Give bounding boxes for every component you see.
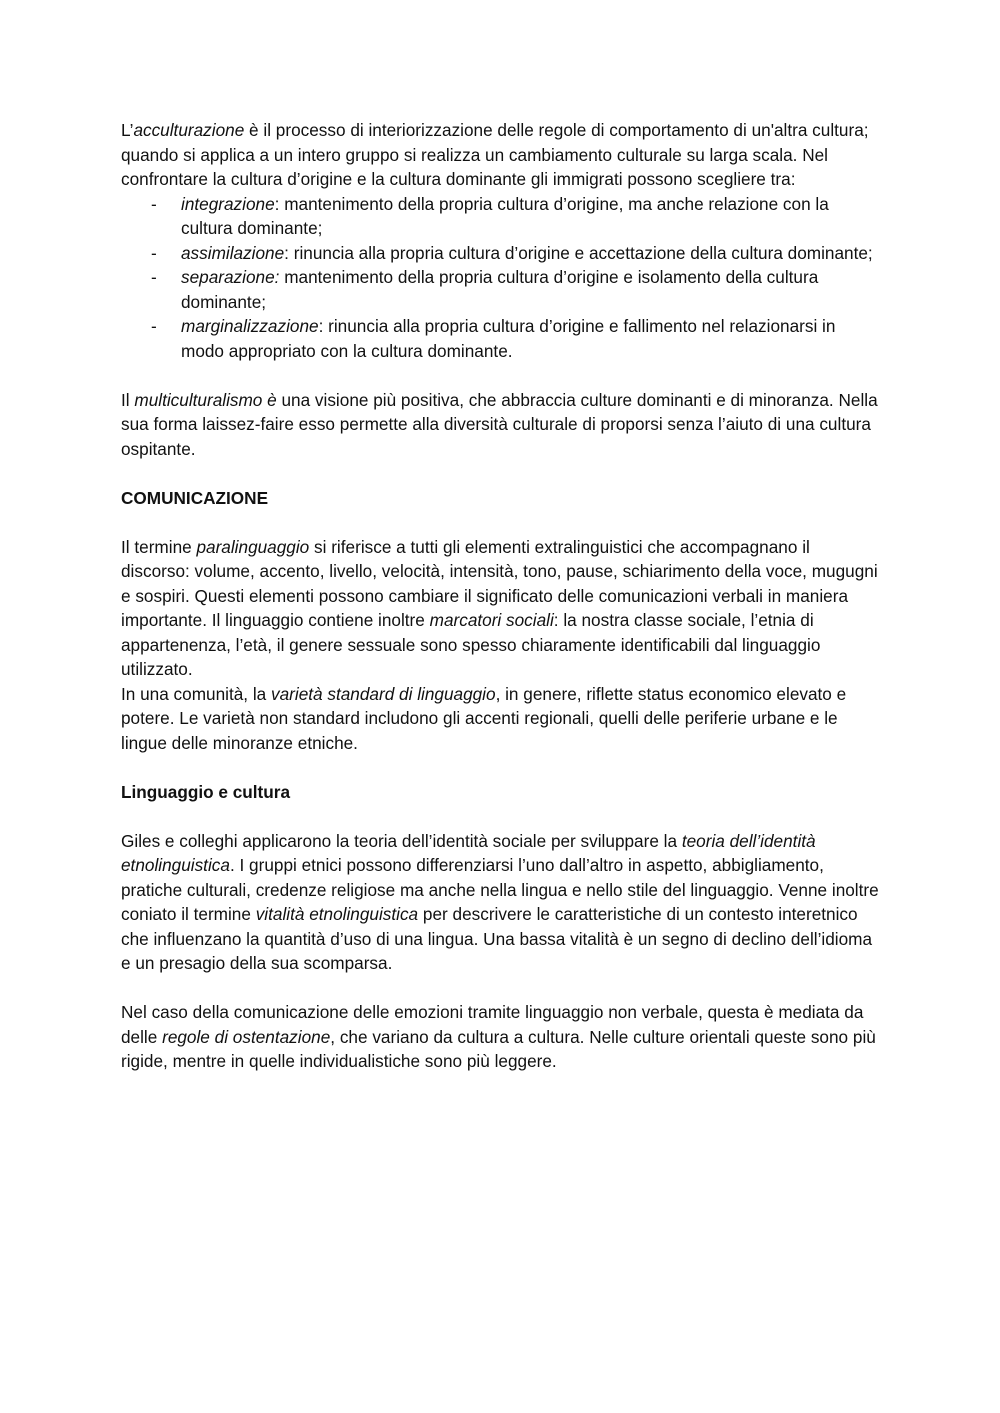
text-run: , che variano da cultura a cultura. Nelle culture orientali queste sono più rigide, mentre in quelle individualistiche sono più leggere. — [121, 1026, 876, 1071]
spacer — [121, 461, 881, 486]
text-run: Il — [121, 389, 135, 410]
term-multiculturalismo: multiculturalismo è — [134, 389, 277, 410]
text-run: , in genere, riflette status economico elevato e potere. Le varietà non standard includono gli accenti regionali, quelli delle periferie urbane e le lingue delle minoranze etniche. — [121, 683, 847, 753]
term-paralinguaggio: paralinguaggio — [196, 536, 310, 557]
dash-bullet: - — [151, 242, 157, 263]
text-run: per descrivere le caratteristiche di un contesto interetnico che influenzano la quantità d’uso di una lingua. Una bassa vitalità è un segno di declino dell’idioma e un presagio della sua scomparsa. — [121, 904, 873, 973]
paralinguaggio-paragraph — [121, 535, 881, 682]
spacer — [121, 510, 881, 535]
term-varieta-standard: varietà standard di linguaggio — [271, 683, 496, 704]
acculturazione-paragraph — [121, 118, 881, 192]
text-run: è il processo di interiorizzazione delle regole di comportamento di un'altra cultura; quando si applica a un intero gruppo si realizza un cambiamento culturale su larga scala. Nel confrontare la cultura d’origine e la cultura dominante gli immigrati possono scegliere tra: — [121, 120, 869, 189]
list-item-marginalizzazione — [121, 314, 881, 363]
text-run: si riferisce a tutti gli elementi extralinguistici che accompagnano il discorso: volume, accento, livello, velocità, intensità, tono, pause, schiarimento della voce, mugugni e sospiri. Questi elementi possono cambiare il significato delle comunicazioni verbali in maniera importante. Il linguaggio contiene inoltre — [121, 536, 878, 630]
text-run: : la nostra classe sociale, l’etnia di appartenenza, l’età, il genere sessuale sono spesso chiaramente identificabili dal linguaggio utilizzato. — [121, 610, 821, 679]
section-heading-comunicazione — [121, 486, 881, 511]
item-text: : mantenimento della propria cultura d’origine, ma anche relazione con la cultura dominante; — [181, 193, 829, 238]
section-heading-linguaggio-cultura — [121, 780, 881, 805]
term-regole-di-ostentazione: regole di ostentazione — [162, 1026, 331, 1047]
term-integrazione: integrazione — [181, 193, 275, 214]
item-text: : rinuncia alla propria cultura d’origine e fallimento nel relazionarsi in modo appropriato con la cultura dominante. — [181, 316, 836, 361]
list-item-integrazione — [121, 192, 881, 241]
dash-bullet: - — [151, 267, 157, 287]
text-run: L’ — [121, 120, 134, 140]
text-run: una visione più positiva, che abbraccia culture dominanti e di minoranza. Nella sua forma laissez-faire esso permette alla diversità culturale di proporsi senza l’aiuto di una cultura ospitante. — [121, 389, 878, 459]
dash-bullet: - — [151, 316, 157, 336]
term-teoria-identita-etnolinguistica: teoria dell’identità etnolinguistica — [121, 830, 816, 875]
spacer — [121, 363, 881, 388]
text-run: Nel caso della comunicazione delle emozioni tramite linguaggio non verbale, questa è mediata da delle — [121, 1002, 864, 1047]
list-item-assimilazione — [121, 241, 881, 266]
dash-bullet: - — [151, 193, 157, 214]
term-acculturazione: acculturazione — [133, 120, 245, 140]
list-item-separazione — [121, 265, 881, 314]
document-page — [121, 118, 881, 1074]
term-assimilazione: assimilazione — [181, 242, 285, 263]
heading-text: COMUNICAZIONE — [121, 487, 269, 508]
term-vitalita-etnolinguistica: vitalità etnolinguistica — [255, 904, 419, 924]
text-run: . I gruppi etnici possono differenziarsi l’uno dall’altro in aspetto, abbigliamento, pratiche culturali, credenze religiose ma anche nella lingua e nello stile del linguaggio. Venne inoltre coniato il termine — [121, 855, 879, 924]
regole-ostentazione-paragraph — [121, 1000, 881, 1074]
multiculturalismo-paragraph — [121, 388, 881, 462]
spacer — [121, 755, 881, 780]
text-run: Giles e colleghi applicarono la teoria dell’identità sociale per sviluppare la — [121, 830, 682, 851]
text-run: In una comunità, la — [121, 683, 272, 704]
spacer — [121, 976, 881, 1001]
item-text: : rinuncia alla propria cultura d’origine e accettazione della cultura dominante; — [284, 242, 873, 263]
varieta-standard-paragraph — [121, 682, 881, 756]
heading-text: Linguaggio e cultura — [121, 781, 291, 802]
acculturation-strategies-list — [121, 192, 881, 364]
text-run: Il termine — [121, 536, 197, 557]
identita-etnolinguistica-paragraph — [121, 829, 881, 976]
item-text: mantenimento della propria cultura d’origine e isolamento della cultura dominante; — [181, 267, 819, 312]
term-marginalizzazione: marginalizzazione — [181, 316, 319, 336]
term-separazione: separazione: — [181, 267, 280, 287]
term-marcatori-sociali: marcatori sociali — [429, 610, 554, 630]
spacer — [121, 804, 881, 829]
